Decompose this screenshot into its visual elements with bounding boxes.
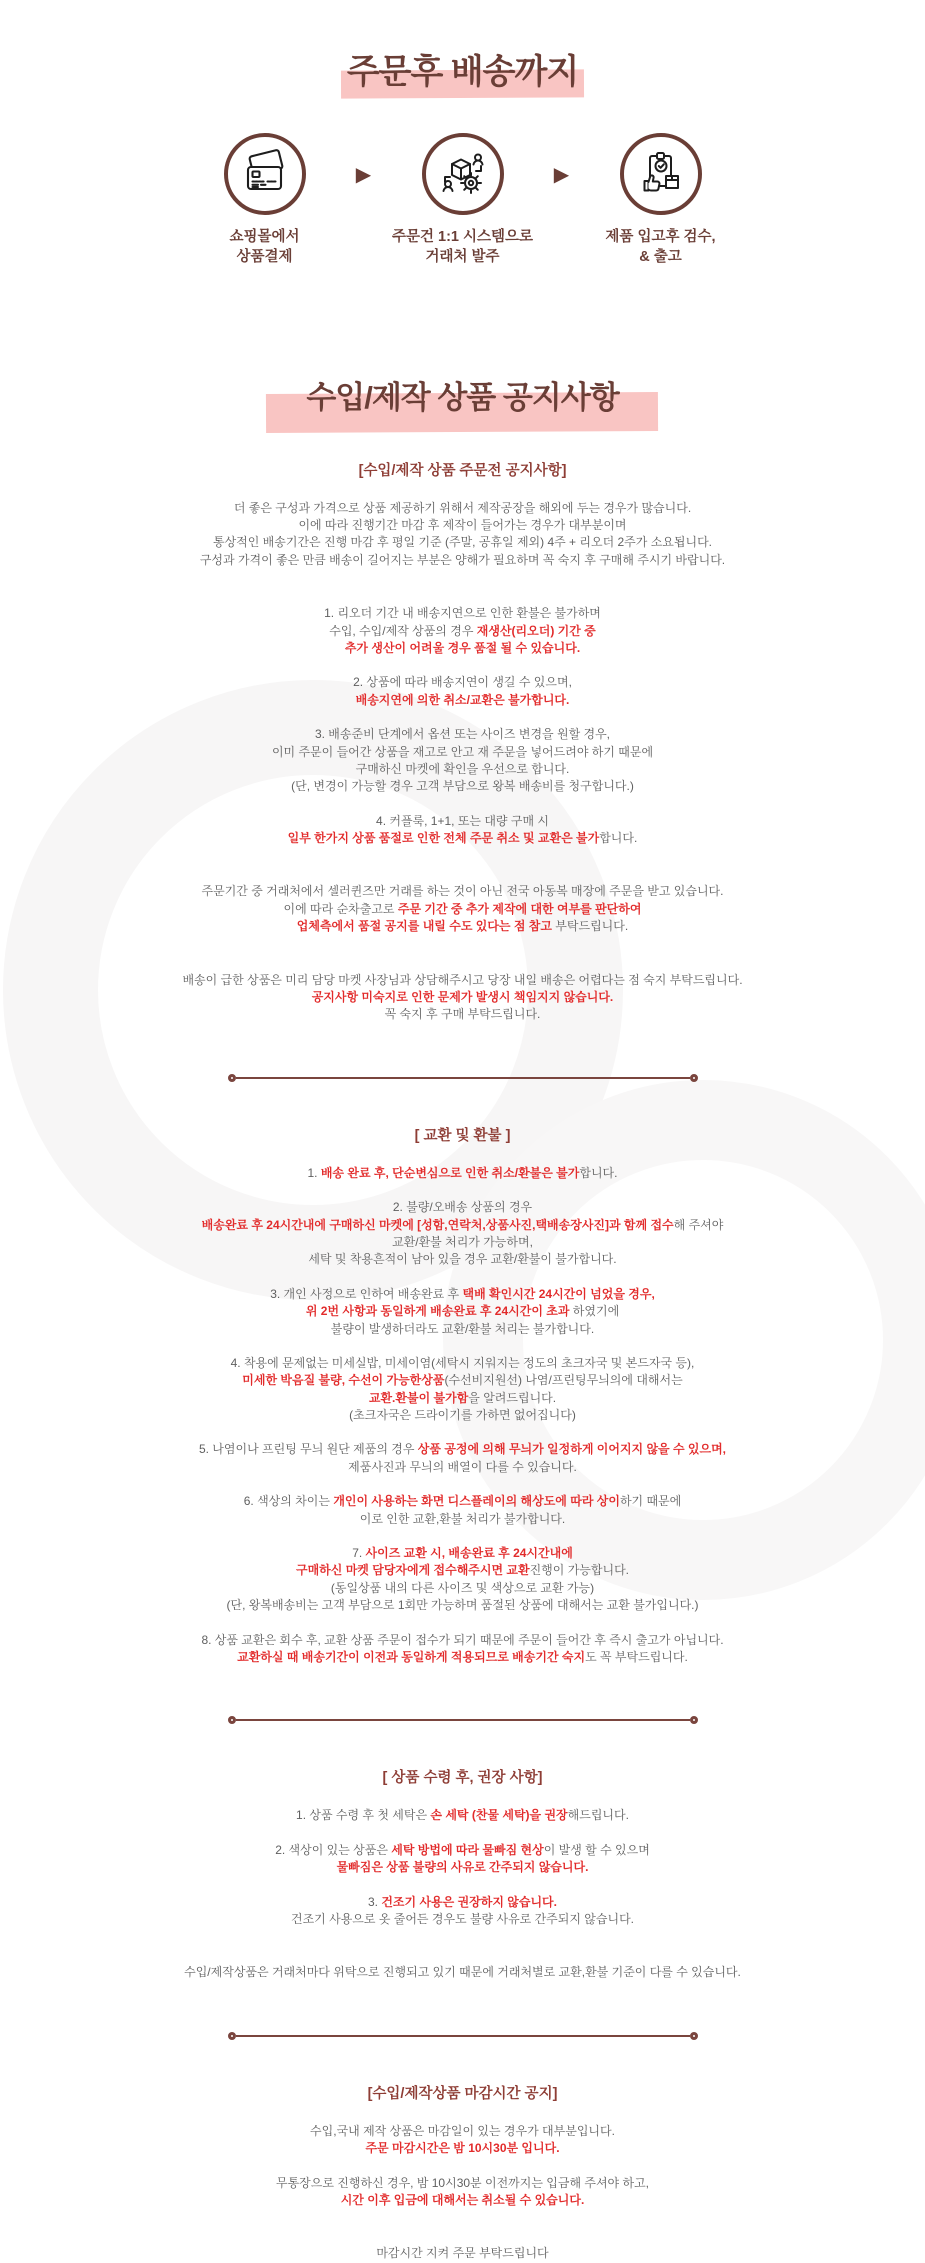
notice-paragraph: 7. 사이즈 교환 시, 배송완료 후 24시간내에 구매하신 마켓 담당자에게 접수해주시면 교환진행이 가능합니다. (동일상품 내의 다른 사이즈 및 색상으로 교환 가능) (단, 왕복배송비는 고객 부담으로 1회만 가능하며 품절된 상품에 대해서는 교환 불가입니다.) bbox=[123, 1545, 803, 1615]
process-steps bbox=[113, 133, 813, 268]
notice-paragraph: 1. 배송 완료 후, 단순변심으로 인한 취소/환불은 불가합니다. bbox=[123, 1165, 803, 1182]
notice-paragraph: 수입/제작상품은 거래처마다 위탁으로 진행되고 있기 때문에 거래처별로 교환,환불 기준이 다를 수 있습니다. bbox=[123, 1964, 803, 1981]
order-process-section bbox=[113, 0, 813, 268]
notice-paragraph: 수입,국내 제작 상품은 마감일이 있는 경우가 대부분입니다. 주문 마감시간은 밤 10시30분 입니다. bbox=[123, 2123, 803, 2158]
step-label: 주문건 1:1 시스템으로 거래처 발주 bbox=[374, 227, 552, 268]
divider-ring bbox=[228, 1074, 236, 1082]
section-divider bbox=[228, 1716, 698, 1724]
step-label: 제품 입고후 검수, & 출고 bbox=[572, 227, 750, 268]
step-circle bbox=[422, 133, 504, 215]
notice-paragraph: 주문기간 중 거래처에서 셀러퀸즈만 거래를 하는 것이 아닌 전국 아동복 매장에 주문을 받고 있습니다. 이에 따라 순차출고로 주문 기간 중 추가 제작에 대한 여부를 판단하여 업체측에서 품절 공지를 내릴 수도 있다는 점 참고 부탁드립니다. bbox=[123, 883, 803, 935]
order-system-icon bbox=[437, 148, 489, 200]
notice-paragraph: 1. 리오더 기간 내 배송지연으로 인한 환불은 불가하며 수입, 수입/제작 상품의 경우 재생산(리오더) 기간 중 추가 생산이 어려울 경우 품절 될 수 있습니다. bbox=[123, 605, 803, 657]
notice-paragraph: 3. 건조기 사용은 권장하지 않습니다. 건조기 사용으로 옷 줄어든 경우도 불량 사유로 간주되지 않습니다. bbox=[123, 1894, 803, 1929]
notice-paragraph: 더 좋은 구성과 가격으로 상품 제공하기 위해서 제작공장을 해외에 두는 경우가 많습니다. 이에 따라 진행기간 마감 후 제작이 들어가는 경우가 대부분이며 통상적인 배송기간은 진행 마감 후 평일 기준 (주말, 공휴일 제외) 4주 + 리오더 2주가 소요됩니다. 구성과 가격이 좋은 만큼 배송이 길어지는 부분은 양해가 필요하며 꼭 숙지 후 구매해 주시기 바랍니다. bbox=[123, 500, 803, 570]
divider-ring bbox=[228, 2032, 236, 2040]
notice-paragraph: 4. 착용에 문제없는 미세실밥, 미세이염(세탁시 지워지는 정도의 초크자국 및 본드자국 등), 미세한 박음질 불량, 수선이 가능한상품(수선비지원선) 나염/프린팅무늬의에 대해서는 교환.환불이 불가함을 알려드립니다. (초크자국은 드라이기를 가하면 없어집니다) bbox=[123, 1355, 803, 1425]
notice-paragraph: 3. 배송준비 단계에서 옵션 또는 사이즈 변경을 원할 경우, 이미 주문이 들어간 상품을 재고로 안고 재 주문을 넣어드려야 하기 때문에 구매하신 마켓에 확인을 우선으로 합니다. (단, 변경이 가능할 경우 고객 부담으로 왕복 배송비를 청구합니다.) bbox=[123, 726, 803, 796]
notice-paragraph: 4. 커플룩, 1+1, 또는 대량 구매 시 일부 한가지 상품 품절로 인한 전체 주문 취소 및 교환은 불가합니다. bbox=[123, 813, 803, 848]
section-divider bbox=[228, 2032, 698, 2040]
notice-paragraph: 3. 개인 사정으로 인하여 배송완료 후 택배 확인시간 24시간이 넘었을 경우, 위 2번 사항과 동일하게 배송완료 후 24시간이 초과 하였기에 불량이 발생하더라도 교환/환불 처리는 불가합니다. bbox=[123, 1286, 803, 1338]
notice-paragraph: 2. 색상이 있는 상품은 세탁 방법에 따라 물빠짐 현상이 발생 할 수 있으며 물빠짐은 상품 불량의 사유로 간주되지 않습니다. bbox=[123, 1842, 803, 1877]
divider-ring bbox=[690, 1074, 698, 1082]
notice-paragraph: 2. 상품에 따라 배송지연이 생길 수 있으며, 배송지연에 의한 취소/교환은 불가합니다. bbox=[123, 674, 803, 709]
notice-body bbox=[113, 459, 813, 2263]
notice-paragraph: 1. 상품 수령 후 첫 세탁은 손 세탁 (찬물 세탁)을 권장해드립니다. bbox=[123, 1807, 803, 1824]
notice-paragraph: 6. 색상의 차이는 개인이 사용하는 화면 디스플레이의 해상도에 따라 상이하기 때문에 이로 인한 교환,환불 처리가 불가합니다. bbox=[123, 1493, 803, 1528]
divider-ring bbox=[690, 2032, 698, 2040]
notice-paragraph: 2. 불량/오배송 상품의 경우 배송완료 후 24시간내에 구매하신 마켓에 [성함,연락처,상품사진,택배송장사진]과 함께 접수해 주셔야 교환/환불 처리가 가능하며, 세탁 및 착용흔적이 남아 있을 경우 교환/환불이 불가합니다. bbox=[123, 1199, 803, 1269]
notice-paragraph: 배송이 급한 상품은 미리 담당 마켓 사장님과 상담해주시고 당장 내일 배송은 어렵다는 점 숙지 부탁드립니다. 공지사항 미숙지로 인한 문제가 발생시 책임지지 않습니다. 꼭 숙지 후 구매 부탁드립니다. bbox=[123, 972, 803, 1024]
step-label: 쇼핑몰에서 상품결제 bbox=[176, 227, 354, 268]
process-step-order-system bbox=[374, 133, 552, 268]
notice-subsection-heading: [수입/제작상품 마감시간 공지] bbox=[113, 2082, 813, 2103]
section-divider bbox=[228, 1074, 698, 1082]
divider-line bbox=[236, 1077, 690, 1079]
notice-paragraph: 마감시간 지켜 주문 부탁드립니다 bbox=[123, 2245, 803, 2262]
notice-subsection-heading: [수입/제작 상품 주문전 공지사항] bbox=[113, 459, 813, 480]
inspection-shipment-icon bbox=[635, 148, 687, 200]
credit-card-payment-icon bbox=[239, 148, 291, 200]
page-title: 주문후 배송까지 bbox=[113, 44, 813, 93]
arrow-right-icon: ▶ bbox=[354, 165, 374, 185]
notice-section bbox=[113, 372, 813, 2263]
step-circle bbox=[620, 133, 702, 215]
process-step-payment bbox=[176, 133, 354, 268]
divider-line bbox=[236, 2035, 690, 2037]
divider-ring bbox=[228, 1716, 236, 1724]
notice-title: 수입/제작 상품 공지사항 bbox=[113, 372, 813, 417]
notice-subsection-heading: [ 교환 및 환불 ] bbox=[113, 1124, 813, 1145]
divider-line bbox=[236, 1719, 690, 1721]
shopping-notice-page bbox=[113, 0, 813, 2030]
notice-paragraph: 8. 상품 교환은 회수 후, 교환 상품 주문이 접수가 되기 때문에 주문이 들어간 후 즉시 출고가 아닙니다. 교환하실 때 배송기간이 이전과 동일하게 적용되므로 배송기간 숙지도 꼭 부탁드립니다. bbox=[123, 1632, 803, 1667]
notice-subsection-heading: [ 상품 수령 후, 권장 사항] bbox=[113, 1766, 813, 1787]
divider-ring bbox=[690, 1716, 698, 1724]
notice-paragraph: 무통장으로 진행하신 경우, 밤 10시30분 이전까지는 입금해 주셔야 하고, 시간 이후 입금에 대해서는 취소될 수 있습니다. bbox=[123, 2175, 803, 2210]
notice-paragraph: 5. 나염이나 프린팅 무늬 원단 제품의 경우 상품 공정에 의해 무늬가 일정하게 이어지지 않을 수 있으며, 제품사진과 무늬의 배열이 다를 수 있습니다. bbox=[123, 1441, 803, 1476]
step-circle bbox=[224, 133, 306, 215]
arrow-right-icon: ▶ bbox=[552, 165, 572, 185]
process-step-inspection bbox=[572, 133, 750, 268]
